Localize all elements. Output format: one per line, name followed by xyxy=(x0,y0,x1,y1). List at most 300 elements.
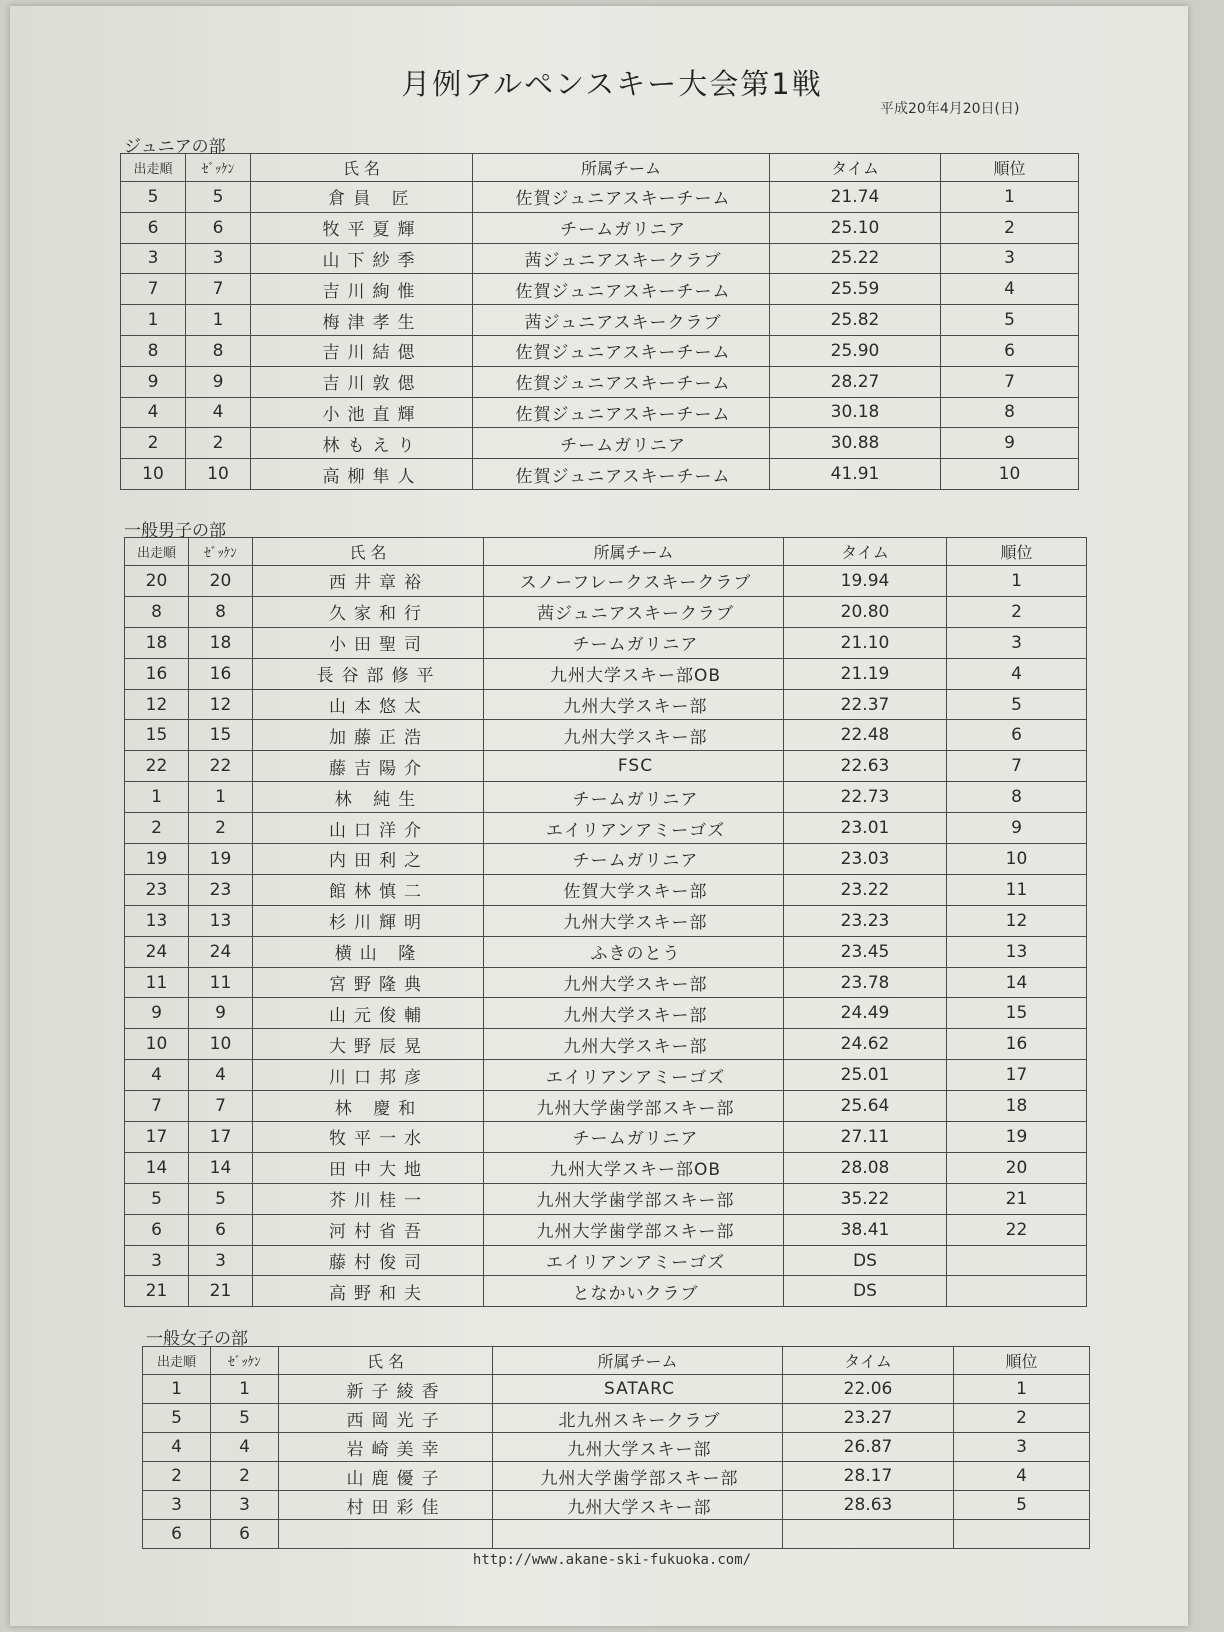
table-row xyxy=(143,1491,1090,1520)
team-name-cell: 佐賀ジュニアスキーチーム xyxy=(473,459,770,490)
team-name-cell: スノーフレークスキークラブ xyxy=(484,566,784,597)
time-cell: 35.22 xyxy=(784,1183,947,1214)
rank-cell: 7 xyxy=(947,751,1087,782)
team-name-cell: 佐賀ジュニアスキーチーム xyxy=(473,397,770,428)
rank-cell: 5 xyxy=(947,689,1087,720)
start-order-cell: 2 xyxy=(143,1462,211,1491)
footer-url: http://www.akane-ski-fukuoka.com/ xyxy=(472,1552,752,1568)
column-header-start-order: 出走順 xyxy=(143,1347,211,1375)
bib-number-cell: 1 xyxy=(186,305,251,336)
table-row xyxy=(125,658,1087,689)
team-name-cell: 九州大学歯学部スキー部 xyxy=(484,1214,784,1245)
time-cell: 25.01 xyxy=(784,1060,947,1091)
start-order-cell: 17 xyxy=(125,1122,189,1153)
header-row xyxy=(143,1347,1090,1375)
rank-cell: 17 xyxy=(947,1060,1087,1091)
start-order-cell: 23 xyxy=(125,874,189,905)
bib-number-cell: 5 xyxy=(186,182,251,213)
table-row xyxy=(125,1245,1087,1276)
time-cell: DS xyxy=(784,1276,947,1307)
start-order-cell: 19 xyxy=(125,844,189,875)
bib-number-cell: 16 xyxy=(189,658,253,689)
column-header-athlete-name: 氏 名 xyxy=(279,1347,493,1375)
team-name-cell: 九州大学スキー部 xyxy=(484,905,784,936)
bib-number-cell: 5 xyxy=(189,1183,253,1214)
column-header-bib-number: ｾﾞｯｹﾝ xyxy=(189,538,253,566)
table-row xyxy=(125,720,1087,751)
athlete-name-cell: 藤吉陽介 xyxy=(253,751,484,782)
section-label-women: 一般女子の部 xyxy=(146,1329,248,1349)
bib-number-cell: 1 xyxy=(211,1375,279,1404)
start-order-cell: 3 xyxy=(121,243,186,274)
bib-number-cell: 10 xyxy=(189,1029,253,1060)
rank-cell: 9 xyxy=(947,813,1087,844)
table-row xyxy=(125,1276,1087,1307)
rank-cell: 14 xyxy=(947,967,1087,998)
table-row xyxy=(125,1060,1087,1091)
team-name-cell: 佐賀ジュニアスキーチーム xyxy=(473,335,770,366)
rank-cell: 1 xyxy=(941,182,1079,213)
bib-number-cell: 12 xyxy=(189,689,253,720)
athlete-name-cell: 田中大地 xyxy=(253,1152,484,1183)
athlete-name-cell: 吉川絢惟 xyxy=(251,274,473,305)
bib-number-cell: 17 xyxy=(189,1122,253,1153)
rank-cell: 4 xyxy=(954,1462,1090,1491)
bib-number-cell: 7 xyxy=(189,1091,253,1122)
bib-number-cell: 2 xyxy=(211,1462,279,1491)
table-row xyxy=(125,1183,1087,1214)
rank-cell: 4 xyxy=(947,658,1087,689)
team-name-cell: 佐賀ジュニアスキーチーム xyxy=(473,182,770,213)
athlete-name-cell: 村田彩佳 xyxy=(279,1491,493,1520)
table-row xyxy=(125,813,1087,844)
time-cell: 25.64 xyxy=(784,1091,947,1122)
rank-cell: 12 xyxy=(947,905,1087,936)
rank-cell: 8 xyxy=(947,782,1087,813)
team-name-cell: チームガリニア xyxy=(484,782,784,813)
column-header-time: タイム xyxy=(770,154,941,182)
team-name-cell: チームガリニア xyxy=(484,1122,784,1153)
time-cell: 23.23 xyxy=(784,905,947,936)
start-order-cell: 2 xyxy=(121,428,186,459)
athlete-name-cell: 山元俊輔 xyxy=(253,998,484,1029)
column-header-bib-number: ｾﾞｯｹﾝ xyxy=(186,154,251,182)
bib-number-cell: 3 xyxy=(186,243,251,274)
team-name-cell: 佐賀大学スキー部 xyxy=(484,874,784,905)
time-cell: 22.06 xyxy=(783,1375,954,1404)
team-name-cell: 九州大学スキー部 xyxy=(493,1433,783,1462)
bib-number-cell: 5 xyxy=(211,1404,279,1433)
start-order-cell: 6 xyxy=(121,212,186,243)
time-cell: 21.19 xyxy=(784,658,947,689)
time-cell: 22.48 xyxy=(784,720,947,751)
table-row xyxy=(143,1375,1090,1404)
start-order-cell: 7 xyxy=(121,274,186,305)
team-name-cell: チームガリニア xyxy=(473,212,770,243)
start-order-cell: 3 xyxy=(143,1491,211,1520)
team-name-cell: 茜ジュニアスキークラブ xyxy=(473,243,770,274)
bib-number-cell: 23 xyxy=(189,874,253,905)
athlete-name-cell: 牧平一水 xyxy=(253,1122,484,1153)
team-name-cell: 九州大学スキー部 xyxy=(484,998,784,1029)
bib-number-cell: 6 xyxy=(211,1520,279,1549)
team-name-cell: ふきのとう xyxy=(484,936,784,967)
rank-cell: 22 xyxy=(947,1214,1087,1245)
athlete-name-cell: 横山 隆 xyxy=(253,936,484,967)
time-cell: 25.22 xyxy=(770,243,941,274)
athlete-name-cell: 藤村俊司 xyxy=(253,1245,484,1276)
table-row xyxy=(121,428,1079,459)
athlete-name-cell: 内田利之 xyxy=(253,844,484,875)
time-cell: 23.27 xyxy=(783,1404,954,1433)
column-header-athlete-name: 氏 名 xyxy=(251,154,473,182)
start-order-cell: 1 xyxy=(125,782,189,813)
athlete-name-cell: 新子綾香 xyxy=(279,1375,493,1404)
table-row xyxy=(143,1433,1090,1462)
start-order-cell: 14 xyxy=(125,1152,189,1183)
start-order-cell: 10 xyxy=(125,1029,189,1060)
section-label-men: 一般男子の部 xyxy=(124,521,226,541)
time-cell: 23.45 xyxy=(784,936,947,967)
start-order-cell: 6 xyxy=(125,1214,189,1245)
time-cell xyxy=(783,1520,954,1549)
start-order-cell: 9 xyxy=(121,366,186,397)
results-table-men xyxy=(124,537,1087,1307)
start-order-cell: 2 xyxy=(125,813,189,844)
time-cell: 28.63 xyxy=(783,1491,954,1520)
column-header-rank: 順位 xyxy=(947,538,1087,566)
team-name-cell: 九州大学スキー部OB xyxy=(484,1152,784,1183)
time-cell: 41.91 xyxy=(770,459,941,490)
time-cell: 28.08 xyxy=(784,1152,947,1183)
rank-cell: 10 xyxy=(947,844,1087,875)
start-order-cell: 4 xyxy=(121,397,186,428)
athlete-name-cell: 倉員 匠 xyxy=(251,182,473,213)
start-order-cell: 11 xyxy=(125,967,189,998)
start-order-cell: 3 xyxy=(125,1245,189,1276)
bib-number-cell: 4 xyxy=(189,1060,253,1091)
team-name-cell: チームガリニア xyxy=(484,627,784,658)
start-order-cell: 5 xyxy=(125,1183,189,1214)
table-row xyxy=(121,274,1079,305)
start-order-cell: 5 xyxy=(143,1404,211,1433)
athlete-name-cell: 山鹿優子 xyxy=(279,1462,493,1491)
athlete-name-cell: 山口洋介 xyxy=(253,813,484,844)
time-cell: 26.87 xyxy=(783,1433,954,1462)
time-cell: DS xyxy=(784,1245,947,1276)
bib-number-cell: 20 xyxy=(189,566,253,597)
document-title: 月例アルペンスキー大会第1戦 xyxy=(401,67,823,101)
bib-number-cell: 3 xyxy=(211,1491,279,1520)
team-name-cell xyxy=(493,1520,783,1549)
rank-cell: 1 xyxy=(947,566,1087,597)
bib-number-cell: 9 xyxy=(189,998,253,1029)
team-name-cell: チームガリニア xyxy=(473,428,770,459)
table-row xyxy=(121,397,1079,428)
time-cell: 24.49 xyxy=(784,998,947,1029)
time-cell: 27.11 xyxy=(784,1122,947,1153)
team-name-cell: 茜ジュニアスキークラブ xyxy=(473,305,770,336)
team-name-cell: 九州大学歯学部スキー部 xyxy=(484,1091,784,1122)
rank-cell: 20 xyxy=(947,1152,1087,1183)
start-order-cell: 9 xyxy=(125,998,189,1029)
table-row xyxy=(121,212,1079,243)
table-row xyxy=(125,1152,1087,1183)
table-row xyxy=(121,243,1079,274)
start-order-cell: 22 xyxy=(125,751,189,782)
section-label-junior: ジュニアの部 xyxy=(124,137,226,157)
team-name-cell: 茜ジュニアスキークラブ xyxy=(484,596,784,627)
athlete-name-cell: 長谷部修平 xyxy=(253,658,484,689)
team-name-cell: 佐賀ジュニアスキーチーム xyxy=(473,274,770,305)
column-header-team-name: 所属チーム xyxy=(473,154,770,182)
table-row xyxy=(125,936,1087,967)
column-header-time: タイム xyxy=(783,1347,954,1375)
rank-cell: 4 xyxy=(941,274,1079,305)
bib-number-cell: 15 xyxy=(189,720,253,751)
start-order-cell: 1 xyxy=(143,1375,211,1404)
rank-cell xyxy=(947,1276,1087,1307)
athlete-name-cell: 牧平夏輝 xyxy=(251,212,473,243)
table-row xyxy=(125,844,1087,875)
team-name-cell: エイリアンアミーゴズ xyxy=(484,813,784,844)
team-name-cell: 九州大学歯学部スキー部 xyxy=(484,1183,784,1214)
bib-number-cell: 2 xyxy=(186,428,251,459)
table-row xyxy=(121,335,1079,366)
rank-cell: 3 xyxy=(941,243,1079,274)
bib-number-cell: 21 xyxy=(189,1276,253,1307)
time-cell: 30.88 xyxy=(770,428,941,459)
start-order-cell: 15 xyxy=(125,720,189,751)
rank-cell: 2 xyxy=(954,1404,1090,1433)
table-row xyxy=(121,459,1079,490)
athlete-name-cell: 河村省吾 xyxy=(253,1214,484,1245)
athlete-name-cell: 林 純生 xyxy=(253,782,484,813)
start-order-cell: 6 xyxy=(143,1520,211,1549)
time-cell: 23.78 xyxy=(784,967,947,998)
rank-cell: 6 xyxy=(947,720,1087,751)
column-header-bib-number: ｾﾞｯｹﾝ xyxy=(211,1347,279,1375)
team-name-cell: エイリアンアミーゴズ xyxy=(484,1060,784,1091)
athlete-name-cell: 山本悠太 xyxy=(253,689,484,720)
table-row xyxy=(125,998,1087,1029)
bib-number-cell: 24 xyxy=(189,936,253,967)
time-cell: 19.94 xyxy=(784,566,947,597)
table-row xyxy=(125,967,1087,998)
rank-cell: 3 xyxy=(954,1433,1090,1462)
athlete-name-cell: 久家和行 xyxy=(253,596,484,627)
rank-cell: 10 xyxy=(941,459,1079,490)
athlete-name-cell: 小田聖司 xyxy=(253,627,484,658)
athlete-name-cell: 吉川敦偲 xyxy=(251,366,473,397)
team-name-cell: 九州大学スキー部 xyxy=(484,967,784,998)
start-order-cell: 21 xyxy=(125,1276,189,1307)
time-cell: 24.62 xyxy=(784,1029,947,1060)
start-order-cell: 13 xyxy=(125,905,189,936)
athlete-name-cell: 川口邦彦 xyxy=(253,1060,484,1091)
athlete-name-cell: 高柳隼人 xyxy=(251,459,473,490)
team-name-cell: FSC xyxy=(484,751,784,782)
bib-number-cell: 10 xyxy=(186,459,251,490)
results-table-women xyxy=(142,1346,1090,1549)
column-header-time: タイム xyxy=(784,538,947,566)
table-row xyxy=(125,627,1087,658)
team-name-cell: となかいクラブ xyxy=(484,1276,784,1307)
athlete-name-cell: 宮野隆典 xyxy=(253,967,484,998)
rank-cell: 9 xyxy=(941,428,1079,459)
start-order-cell: 8 xyxy=(125,596,189,627)
athlete-name-cell: 岩崎美幸 xyxy=(279,1433,493,1462)
table-row xyxy=(121,182,1079,213)
bib-number-cell: 8 xyxy=(186,335,251,366)
start-order-cell: 24 xyxy=(125,936,189,967)
rank-cell: 3 xyxy=(947,627,1087,658)
table-row xyxy=(143,1462,1090,1491)
rank-cell: 6 xyxy=(941,335,1079,366)
start-order-cell: 5 xyxy=(121,182,186,213)
team-name-cell: エイリアンアミーゴズ xyxy=(484,1245,784,1276)
table-row xyxy=(125,689,1087,720)
column-header-rank: 順位 xyxy=(941,154,1079,182)
athlete-name-cell xyxy=(279,1520,493,1549)
bib-number-cell: 6 xyxy=(189,1214,253,1245)
table-row xyxy=(125,782,1087,813)
bib-number-cell: 2 xyxy=(189,813,253,844)
athlete-name-cell: 山下紗季 xyxy=(251,243,473,274)
table-row xyxy=(125,751,1087,782)
time-cell: 25.59 xyxy=(770,274,941,305)
table-row xyxy=(121,366,1079,397)
bib-number-cell: 9 xyxy=(186,366,251,397)
header-row xyxy=(121,154,1079,182)
rank-cell xyxy=(954,1520,1090,1549)
team-name-cell: 北九州スキークラブ xyxy=(493,1404,783,1433)
column-header-rank: 順位 xyxy=(954,1347,1090,1375)
column-header-start-order: 出走順 xyxy=(125,538,189,566)
athlete-name-cell: 吉川結偲 xyxy=(251,335,473,366)
start-order-cell: 12 xyxy=(125,689,189,720)
time-cell: 22.37 xyxy=(784,689,947,720)
time-cell: 30.18 xyxy=(770,397,941,428)
column-header-athlete-name: 氏 名 xyxy=(253,538,484,566)
rank-cell xyxy=(947,1245,1087,1276)
rank-cell: 2 xyxy=(947,596,1087,627)
bib-number-cell: 6 xyxy=(186,212,251,243)
start-order-cell: 8 xyxy=(121,335,186,366)
rank-cell: 16 xyxy=(947,1029,1087,1060)
start-order-cell: 4 xyxy=(125,1060,189,1091)
table-row xyxy=(121,305,1079,336)
athlete-name-cell: 芥川桂一 xyxy=(253,1183,484,1214)
athlete-name-cell: 小池直輝 xyxy=(251,397,473,428)
header-row xyxy=(125,538,1087,566)
bib-number-cell: 11 xyxy=(189,967,253,998)
table-row xyxy=(125,566,1087,597)
start-order-cell: 18 xyxy=(125,627,189,658)
team-name-cell: 九州大学スキー部OB xyxy=(484,658,784,689)
time-cell: 21.10 xyxy=(784,627,947,658)
rank-cell: 19 xyxy=(947,1122,1087,1153)
team-name-cell: 佐賀ジュニアスキーチーム xyxy=(473,366,770,397)
bib-number-cell: 19 xyxy=(189,844,253,875)
rank-cell: 7 xyxy=(941,366,1079,397)
athlete-name-cell: 林 慶和 xyxy=(253,1091,484,1122)
time-cell: 25.90 xyxy=(770,335,941,366)
team-name-cell: 九州大学スキー部 xyxy=(484,689,784,720)
rank-cell: 5 xyxy=(954,1491,1090,1520)
time-cell: 23.01 xyxy=(784,813,947,844)
start-order-cell: 4 xyxy=(143,1433,211,1462)
rank-cell: 2 xyxy=(941,212,1079,243)
rank-cell: 15 xyxy=(947,998,1087,1029)
start-order-cell: 16 xyxy=(125,658,189,689)
bib-number-cell: 4 xyxy=(186,397,251,428)
rank-cell: 21 xyxy=(947,1183,1087,1214)
time-cell: 22.73 xyxy=(784,782,947,813)
table-row xyxy=(125,1091,1087,1122)
bib-number-cell: 13 xyxy=(189,905,253,936)
time-cell: 23.03 xyxy=(784,844,947,875)
event-date: 平成20年4月20日(日) xyxy=(880,101,1020,117)
time-cell: 21.74 xyxy=(770,182,941,213)
time-cell: 28.17 xyxy=(783,1462,954,1491)
athlete-name-cell: 館林慎二 xyxy=(253,874,484,905)
rank-cell: 18 xyxy=(947,1091,1087,1122)
bib-number-cell: 18 xyxy=(189,627,253,658)
table-row xyxy=(143,1520,1090,1549)
time-cell: 23.22 xyxy=(784,874,947,905)
team-name-cell: 九州大学スキー部 xyxy=(484,1029,784,1060)
bib-number-cell: 4 xyxy=(211,1433,279,1462)
team-name-cell: 九州大学スキー部 xyxy=(493,1491,783,1520)
time-cell: 38.41 xyxy=(784,1214,947,1245)
column-header-team-name: 所属チーム xyxy=(493,1347,783,1375)
time-cell: 25.82 xyxy=(770,305,941,336)
results-table-junior xyxy=(120,153,1079,490)
table-row xyxy=(125,1029,1087,1060)
team-name-cell: 九州大学歯学部スキー部 xyxy=(493,1462,783,1491)
team-name-cell: SATARC xyxy=(493,1375,783,1404)
athlete-name-cell: 西岡光子 xyxy=(279,1404,493,1433)
table-row xyxy=(125,596,1087,627)
rank-cell: 5 xyxy=(941,305,1079,336)
rank-cell: 8 xyxy=(941,397,1079,428)
bib-number-cell: 14 xyxy=(189,1152,253,1183)
column-header-team-name: 所属チーム xyxy=(484,538,784,566)
bib-number-cell: 8 xyxy=(189,596,253,627)
start-order-cell: 1 xyxy=(121,305,186,336)
table-row xyxy=(125,1122,1087,1153)
time-cell: 28.27 xyxy=(770,366,941,397)
athlete-name-cell: 梅津孝生 xyxy=(251,305,473,336)
column-header-start-order: 出走順 xyxy=(121,154,186,182)
team-name-cell: チームガリニア xyxy=(484,844,784,875)
table-row xyxy=(125,1214,1087,1245)
time-cell: 20.80 xyxy=(784,596,947,627)
bib-number-cell: 22 xyxy=(189,751,253,782)
rank-cell: 13 xyxy=(947,936,1087,967)
start-order-cell: 10 xyxy=(121,459,186,490)
time-cell: 25.10 xyxy=(770,212,941,243)
bib-number-cell: 1 xyxy=(189,782,253,813)
rank-cell: 11 xyxy=(947,874,1087,905)
table-row xyxy=(143,1404,1090,1433)
athlete-name-cell: 西井章裕 xyxy=(253,566,484,597)
start-order-cell: 20 xyxy=(125,566,189,597)
rank-cell: 1 xyxy=(954,1375,1090,1404)
athlete-name-cell: 大野辰晃 xyxy=(253,1029,484,1060)
bib-number-cell: 3 xyxy=(189,1245,253,1276)
